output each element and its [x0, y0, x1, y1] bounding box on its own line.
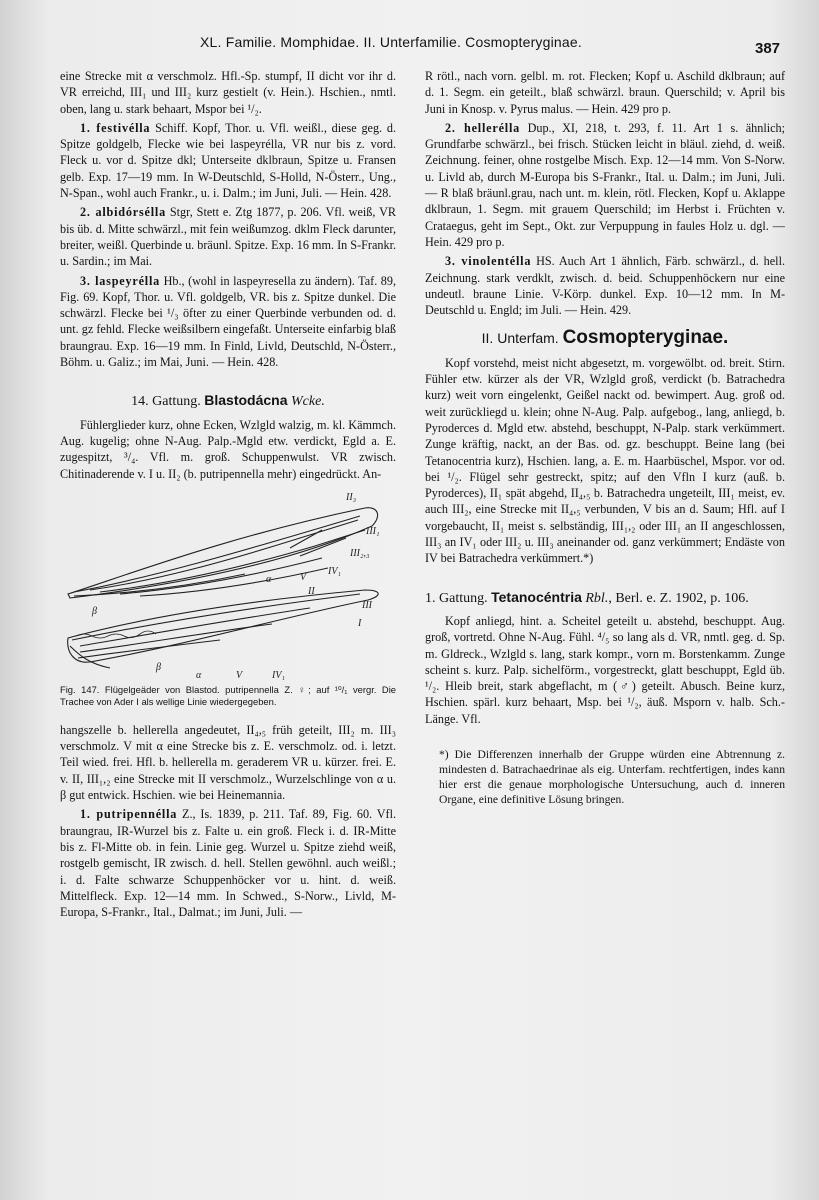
species-name: 2. hellerélla — [445, 120, 521, 135]
figure-caption: Fig. 147. Flügelgeäder von Blastod. putripennella Z. ♀; auf ¹⁰/₁ vergr. Die Trachee von Ader I als wellige Linie wiedergegeben. — [60, 683, 396, 707]
species-entry — [425, 253, 785, 318]
page-number: 387 — [755, 40, 781, 57]
label-I: I — [358, 617, 362, 629]
label-beta2: β — [156, 661, 161, 673]
forewing-vein — [300, 538, 346, 556]
label-II: II — [308, 585, 315, 597]
species-name: 1. festivélla — [80, 120, 151, 135]
species-entry — [425, 120, 785, 250]
left-column — [60, 68, 396, 923]
species-text: Hb., (wohl in laspeyresella zu ändern). Taf. 89, Fig. 69. Kopf, Thor. u. Vfl. goldgelb, VR. bis z. Spitze dunkel. Die schwärzl. Flecke bei ¹/₃ öfter zu einer Querbinde verbunden od. d. unt. gz fehld. Flecke weißsilbern eingefaßt. Unterseite einfarbig blaß braungrau. Exp. 16—19 mm. In Finld, Livld, Deutschld, N-Österr., Böhm. u. Galiz.; im Mai, Juni. — Hein. 428. — [60, 273, 397, 370]
species-text: Z., Is. 1839, p. 211. Taf. 89, Fig. 60. Vfl. braungrau, IR-Wurzel bis z. Falte u. ein groß. Fleck i. d. IR-Mitte bis z. Fl-Mitte ob. in fein. Linie geg. Wurzel u. Spitze ziehd weiß, rostgelb gemischt, IR zwisch. d. hell. Stellen gewöhnl. auch weißl.; i. d. Falte schwarze Schuppenhöcker vor u. hint. d. weiß. Mittelfleck. Exp. 12—14 mm. In Schwed., S-Norw., Livld, M-Europa, S-Frankr., Ital., Dalmat.; im Juni, Juli. — — [60, 807, 397, 920]
genus-description: Fühlerglieder kurz, ohne Ecken, Wzlgld walzig, m. kl. Kämmch. Aug. kugelig; ohne N-Aug. Palp.-Mgld etw. verdickt, Egld a. E. zugespitzt, ³/₄. Vfl. m. groß. Schuppenwulst. VR zwisch. Chitinaderende v. I u. II₂ (b. putripennella mehr) eingedrückt. An- — [60, 417, 396, 481]
genus-name: Tetanocéntria — [491, 588, 582, 605]
label-III23: III₂,₃ — [350, 547, 370, 559]
label-IV1: IV₁ — [328, 565, 341, 577]
paragraph: eine Strecke mit α verschmolz. Hfl.-Sp. stumpf, II dicht vor ihr d. VR erreichd, III₁ und III₂ kurz gestielt (v. Hein.). Hschien., nmtl. oben, lang u. stark behaart, Mspor bei ¹/₂. — [60, 69, 396, 116]
right-column — [425, 68, 785, 807]
species-entry — [60, 204, 396, 269]
forewing-outline — [68, 508, 378, 598]
label-alpha2: α — [196, 669, 202, 681]
subfamily-heading — [425, 327, 785, 349]
species-entry — [60, 806, 396, 920]
running-title: XL. Familie. Momphidae. II. Unterfamilie. Cosmopteryginae. — [200, 34, 582, 50]
genus-description: Kopf anliegd, hint. a. Scheitel geteilt u. abstehd, beschuppt. Aug. groß, vortretd. Ohne N-Aug. Fühl. ⁴/₅ so lang als d. VR, nmtl. geg. d. Sp. m. Gldreck., Wzlgld s. lang, stark kompr., vorn m. Borstenkamm. Zunge scheint s. kurz. Palp. sichelförm., vorgestreckt, glatt beschuppt, Egld üb. ¹/₂. Hleib breit, stark abgeflacht, m (♂) geteilt. Abusch. Beine kurz, Hschien. spärl. kurz behaart, Msp. bei ¹/₂, äuß. Msporn v. halb. Sch.-Länge. Vfl. — [425, 613, 785, 726]
species-name: 1. putripennélla — [80, 807, 178, 822]
forewing-vein — [100, 530, 365, 592]
subfamily-prefix: II. Unterfam. — [481, 330, 559, 347]
species-name: 3. vinolentélla — [445, 254, 532, 269]
label-beta: β — [92, 605, 97, 617]
label-alpha: α — [266, 573, 272, 585]
label-V2: V — [236, 669, 243, 681]
footnote — [425, 747, 785, 807]
footnote-text: *) Die Differenzen innerhalb der Gruppe würden eine Abtrennung z. mindesten d. Batrachaedrinae als eig. Unterfam. rechtfertigen, indes kann hier erst die genaue morphologische Untersuchung, auch d. inneren Organe, eine definitive Lösung bringen. — [439, 747, 785, 806]
species-name: 2. albidórsélla — [80, 205, 166, 220]
label-II3: II₃ — [346, 491, 357, 503]
species-text: Stgr, Stett e. Ztg 1877, p. 206. Vfl. weiß, VR bis üb. d. Mitte schwärzl., mit fein weißumzog. dklm Fleck darunter, breiter, weißl. Querbinde u. bräunl. Spitze. Exp. 16 mm. In S-Frankr. u. Sardin.; im Mai. — [60, 205, 396, 269]
label-V: V — [300, 571, 307, 583]
genus-reference: , Berl. e. Z. 1902, p. 106. — [608, 590, 749, 606]
wing-venation-figure — [60, 486, 396, 682]
label-III: III — [362, 599, 372, 611]
species-name: 3. laspeyrélla — [80, 273, 161, 288]
label-IV1b: IV₁ — [272, 669, 285, 681]
species-text: Schiff. Kopf, Thor. u. Vfl. weißl., diese geg. d. Spitze goldgelb, Flecke wie bei laspeyrélla, VR nur bis z. vord. Fleck u. vor d. Spitze dkl; Unterseite dklbraun, Spitze u. Fransen gelb. Exp. 17—19 mm. In W-Deutschld, S-Holld, N-Österr., Ung., N-Span., wohl auch Frankr., u. i. Dalm.; im Juni, Juli. — Hein. 428. — [60, 120, 396, 201]
hindwing-vein — [70, 646, 110, 668]
genus-heading — [425, 589, 785, 607]
subfamily-description: Kopf vorstehd, meist nicht abgesetzt, m. vorgewölbt. od. breit. Stirn. Fühler etw. kürzer als der VR, Wzlgld groß, verdickt (b. Batrachedra kurz) weit vorn eingelenkt, Geißel nackt od. bewimpert. Aug. groß od. weit zurückliegd u. klein; ohne N-Aug. Palp. aufgebog., lang, anliegd, b. Pyroderces d. Mgld etw. abstehd, beschuppt, N-Palp. stark verkümmert. Zunge kräftig, nackt, an der Bas. od. gz. beschuppt. Beine lang (bei Tetanocentria kurz), Hschien. lang, a. E. m. Haarbüschel, Mspor. vor od. bei ¹/₂. Flügel sehr gestreckt, spitz; auf den Vfln I kurz (auß. b. Pyroderces), II₁ spät abgehd, II₄,₅ b. Batrachedra ungeteilt, III₁ meist, ev. auch III₂, eine Strecke mit II₄,₅ verbunden, V bis an d. Saum; Hfl. auf I vorgebaucht, II₁ meist s. selbständig, III₁,₂ oder III₁ an II angeschlossen, III₃ an IV₁ oder III₂ u. III₃ aneinander od. ganz verkümmert; Endäste von IV bei Batrachedra verkümmert.*) — [425, 355, 785, 566]
genus-author: Rbl. — [585, 590, 609, 606]
label-III1: III₁ — [366, 525, 380, 537]
subfamily-name: Cosmopteryginae. — [562, 327, 729, 349]
species-text: Dup., XI, 218, t. 293, f. 11. Art 1 s. ähnlich; Grundfarbe schwärzl., bei frisch. Stücken leicht in bläul. ziehd, d. weiß. Zeichnung. feiner, ohne rostgelbe Misch. Exp. 12—14 mm. Von S-Norw. u. Livld ab, durch M-Europa bis S-Frankr., Ital. u. Dalm.; im Juni, Juli. — R blaß bräunl.grau, nach unt. m. klein, rötl. Flecken, Kopf u. Aklappe dklbraun, 1. Segm. mit grauem Querschild; im Herbst i. Früchten v. Crataegus, geht im Sept., Okt. zur Verpuppung in faules Holz u. dgl. — Hein. 429 pro p. — [425, 120, 785, 249]
species-entry — [60, 273, 396, 371]
genus-prefix: 1. Gattung. — [425, 590, 488, 606]
wing-venation-drawing — [60, 486, 396, 682]
species-entry — [60, 120, 396, 201]
hindwing-outline — [68, 590, 378, 662]
genus-prefix: 14. Gattung. — [131, 394, 201, 410]
genus-heading — [60, 392, 396, 410]
genus-author: Wcke. — [291, 394, 325, 410]
paragraph: hangszelle b. hellerella angedeutet, II₄,₅ früh geteilt, III₂ m. III₃ verschmolz. V mit α eine Strecke bis z. E. verschmolz. od. i. letzt. Teil wied. frei. Hfl. b. hellerella m. geraderem VR u. kürzer. frei. E. v. II, III₁,₂ eine Strecke mit II verschmolz., Wurzelschlinge von α u. β gut entwick. Hschien. wie bei Heinemannia. — [60, 722, 396, 803]
genus-name: Blastodácna — [204, 392, 288, 409]
paragraph: R rötl., nach vorn. gelbl. m. rot. Flecken; Kopf u. Aschild dklbraun; auf d. 1. Segm. ein geteilt., blaß schwärzl. braun. Querschild; v. April bis Juni in Knosp. v. Pyrus malus. — Hein. 429 pro p. — [425, 69, 785, 116]
species-text: HS. Auch Art 1 ähnlich, Färb. schwärzl., d. hell. Zeichnung. stark verdklt, zwisch. d. beid. Schuppenhöckern nur eine undeutl. braune Linie. V-Körp. dunkel. Exp. 10—12 mm. In M-Deutschld u. Engld; im Juli. — Hein. 429. — [425, 254, 785, 318]
hindwing-vein — [72, 594, 360, 640]
